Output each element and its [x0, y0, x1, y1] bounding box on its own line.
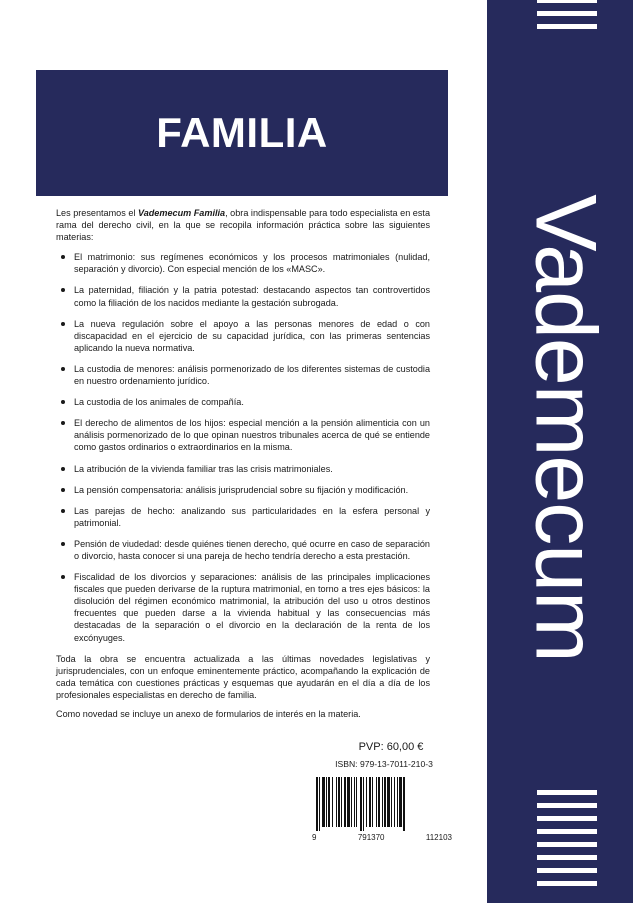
isbn-label: ISBN: 979-13-7011-210-3 — [335, 759, 433, 769]
page-title: FAMILIA — [156, 109, 328, 156]
list-item: La nueva regulación sobre el apoyo a las personas menores de edad o con discapacidad en el ejercicio de su capacidad jurídica, con las primeras sentencias aplicando la nueva normativa. — [56, 318, 430, 354]
list-item: La paternidad, filiación y la patria potestad: destacando aspectos tan controvertidos como la filiación de los nacidos mediante la gestación subrogada. — [56, 284, 430, 308]
list-item: Las parejas de hecho: analizando sus particularidades en la esfera personal y patrimonial. — [56, 505, 430, 529]
barcode-bar — [336, 777, 337, 827]
barcode-digit-first: 9 — [312, 833, 317, 842]
barcode-bar — [376, 777, 377, 827]
intro-paragraph: Les presentamos el Vademecum Familia, obra indispensable para todo especialista en esta rama del derecho civil, en la que se recopila información práctica sobre las siguientes materias: — [56, 208, 430, 243]
closing-paragraph: Toda la obra se encuentra actualizada a las últimas novedades legislativas y jurisprudenciales, con un enfoque eminentemente práctico, acompañando la explicación de cada temática con cuestiones prácticas y esquemas que ayudarán en el día a día de los profesionales especialistas en derecho de familia. — [56, 653, 430, 700]
barcode-bar — [354, 777, 355, 827]
barcode-bar — [344, 777, 346, 827]
barcode-digits-middle: 791370 — [357, 833, 385, 842]
list-item: La pensión compensatoria: análisis jurisprudencial sobre su fijación y modificación. — [56, 484, 430, 496]
list-item: Pensión de viudedad: desde quiénes tienen derecho, qué ocurre en caso de separación o divorcio, hasta conocer si una pareja de hecho tendría derecho a esta prestación. — [56, 538, 430, 562]
spine-stripes-top — [537, 0, 597, 37]
barcode-bar — [356, 777, 357, 827]
spine-title — [518, 85, 614, 770]
barcode-bar — [341, 777, 342, 827]
back-cover-text — [56, 207, 430, 727]
barcode — [312, 777, 448, 831]
barcode-bar — [328, 777, 330, 827]
topics-list — [56, 251, 430, 643]
barcode-bar — [394, 777, 395, 827]
barcode-bar — [369, 777, 371, 827]
barcode-bar — [384, 777, 386, 827]
price-label: PVP: 60,00 € — [358, 741, 424, 753]
barcode-bar — [326, 777, 327, 827]
barcode-bar — [360, 777, 362, 831]
intro-book-title: Vademecum Familia — [137, 208, 226, 218]
barcode-bar — [372, 777, 373, 827]
list-item: La custodia de menores: análisis pormenorizado de los diferentes sistemas de custodia en nuestro ordenamiento jurídico. — [56, 363, 430, 387]
barcode-bar — [387, 777, 390, 827]
barcode-bar — [316, 777, 318, 831]
spine-stripes-bottom — [537, 790, 597, 894]
list-item: El derecho de alimentos de los hijos: especial mención a la pensión alimenticia con un análisis pormenorizado de lo que opinan nuestros tribunales acerca de qué se entiende como gastos ordinarios o extraordinarios en la misma. — [56, 417, 430, 453]
barcode-bar — [403, 777, 405, 831]
barcode-bar — [382, 777, 383, 827]
barcode-bar — [391, 777, 392, 827]
barcode-bar — [366, 777, 367, 827]
title-banner — [36, 70, 448, 196]
barcode-bar — [351, 777, 352, 827]
list-item: La custodia de los animales de compañía. — [56, 396, 430, 408]
list-item: Fiscalidad de los divorcios y separaciones: análisis de las principales implicaciones fiscales que pueden derivarse de la ruptura matrimonial, en torno a tres ejes básicos: la disolución del régimen económico matrimonial, la atribución del uso u otros destinos frecuentes que pueden darse a la vivienda habitual y las consecuencias más destacadas de la separación o el divorcio en la declaración de la renta de los excónyuges. — [56, 571, 430, 644]
barcode-bar — [397, 777, 398, 827]
barcode-bar — [378, 777, 380, 827]
barcode-digits-last: 112103 — [425, 833, 452, 842]
barcode-bar — [319, 777, 320, 831]
barcode-digits — [312, 833, 452, 842]
barcode-bar — [332, 777, 333, 827]
spine-title-text: Vademecum — [518, 193, 614, 662]
barcode-bar — [322, 777, 325, 827]
list-item: El matrimonio: sus regímenes económicos y los procesos matrimoniales (nulidad, separación y divorcio). Con especial mención de los «MASC». — [56, 251, 430, 275]
barcode-bar — [338, 777, 340, 827]
barcode-bar — [399, 777, 402, 827]
barcode-bar — [347, 777, 350, 827]
list-item: La atribución de la vivienda familiar tras las crisis matrimoniales. — [56, 463, 430, 475]
novelty-paragraph: Como novedad se incluye un anexo de formularios de interés en la materia. — [56, 709, 361, 719]
barcode-bar — [363, 777, 364, 831]
